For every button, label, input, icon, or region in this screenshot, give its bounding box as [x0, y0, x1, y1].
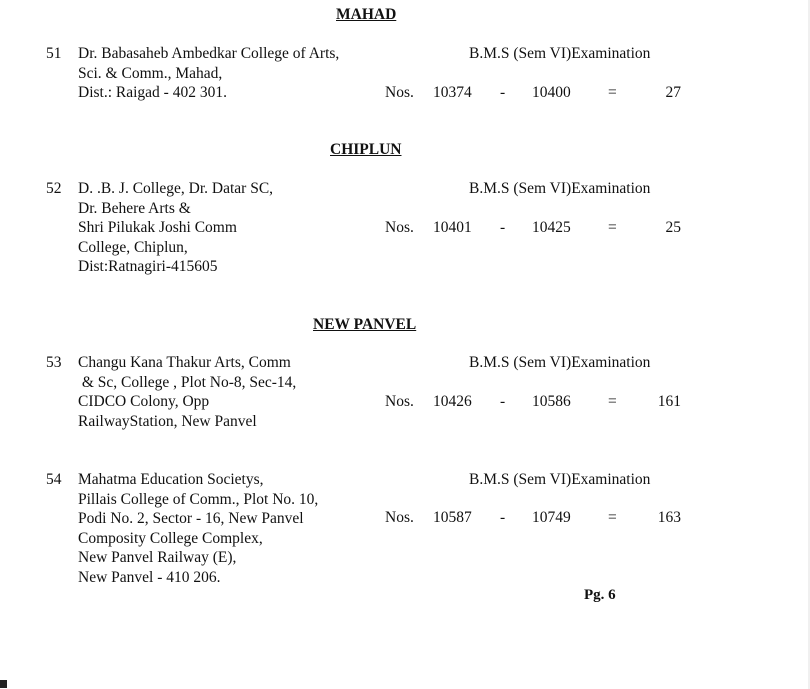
college-address-line: & Sc, College , Plot No-8, Sec-14,	[78, 373, 297, 391]
exam-name: B.M.S (Sem VI)Examination	[469, 354, 651, 371]
nos-label: Nos.	[385, 219, 414, 236]
seat-number-from: 10426	[433, 393, 472, 410]
candidate-total: 161	[657, 393, 681, 410]
college-address-line: D. .B. J. College, Dr. Datar SC,	[78, 180, 274, 197]
nos-label: Nos.	[385, 393, 414, 410]
college-address-line: New Panvel - 410 206.	[78, 568, 221, 586]
seat-number-to: 10586	[532, 393, 571, 410]
college-address	[78, 470, 318, 587]
college-address-line: Pillais College of Comm., Plot No. 10,	[78, 490, 319, 508]
page-number: Pg. 6	[584, 587, 616, 603]
college-address-line: Changu Kana Thakur Arts, Comm	[78, 354, 291, 371]
range-dash: -	[500, 219, 506, 236]
college-address-line: Composity College Complex,	[78, 529, 263, 547]
college-address-line: New Panvel Railway (E),	[78, 549, 237, 566]
section-heading-mahad: MAHAD	[336, 6, 397, 23]
exam-name: B.M.S (Sem VI)Examination	[469, 180, 651, 197]
nos-label: Nos.	[385, 509, 414, 526]
seat-number-from: 10587	[433, 509, 472, 526]
college-address-line: Shri Pilukak Joshi Comm	[78, 219, 237, 236]
college-address-line: CIDCO Colony, Opp	[78, 393, 210, 410]
exam-name: B.M.S (Sem VI)Examination	[469, 471, 651, 488]
college-address	[78, 179, 273, 277]
college-address-line: Mahatma Education Societys,	[78, 471, 264, 488]
seat-number-from: 10401	[433, 219, 472, 236]
range-dash: -	[500, 393, 506, 410]
nos-label: Nos.	[385, 84, 414, 101]
seat-number-to: 10425	[532, 219, 571, 236]
entry-number: 54	[46, 471, 62, 488]
college-address-line: RailwayStation, New Panvel	[78, 412, 257, 430]
candidate-total: 27	[665, 84, 681, 101]
college-address-line: Dist:Ratnagiri-415605	[78, 258, 218, 275]
candidate-total: 25	[665, 219, 681, 236]
college-address	[78, 353, 296, 431]
seat-number-to: 10400	[532, 84, 571, 101]
range-dash: -	[500, 509, 506, 526]
section-heading-new-panvel: NEW PANVEL	[313, 316, 417, 333]
college-address-line: Dist.: Raigad - 402 301.	[78, 84, 227, 101]
seat-number-from: 10374	[433, 84, 472, 101]
entry-number: 52	[46, 180, 62, 197]
equals-sign: =	[608, 509, 617, 526]
college-address-line: Dr. Babasaheb Ambedkar College of Arts,	[78, 45, 340, 62]
entry-number: 51	[46, 45, 62, 62]
equals-sign: =	[608, 84, 617, 101]
exam-name: B.M.S (Sem VI)Examination	[469, 45, 651, 62]
corner-mark	[0, 680, 7, 688]
college-address-line: Podi No. 2, Sector - 16, New Panvel	[78, 510, 304, 527]
college-address-line: Dr. Behere Arts &	[78, 199, 191, 217]
candidate-total: 163	[657, 509, 681, 526]
college-address-line: Sci. & Comm., Mahad,	[78, 64, 223, 82]
section-heading-chiplun: CHIPLUN	[330, 141, 402, 158]
range-dash: -	[500, 84, 506, 101]
college-address-line: College, Chiplun,	[78, 238, 188, 256]
equals-sign: =	[608, 219, 617, 236]
college-address	[78, 44, 339, 103]
entry-number: 53	[46, 354, 62, 371]
equals-sign: =	[608, 393, 617, 410]
seat-number-to: 10749	[532, 509, 571, 526]
